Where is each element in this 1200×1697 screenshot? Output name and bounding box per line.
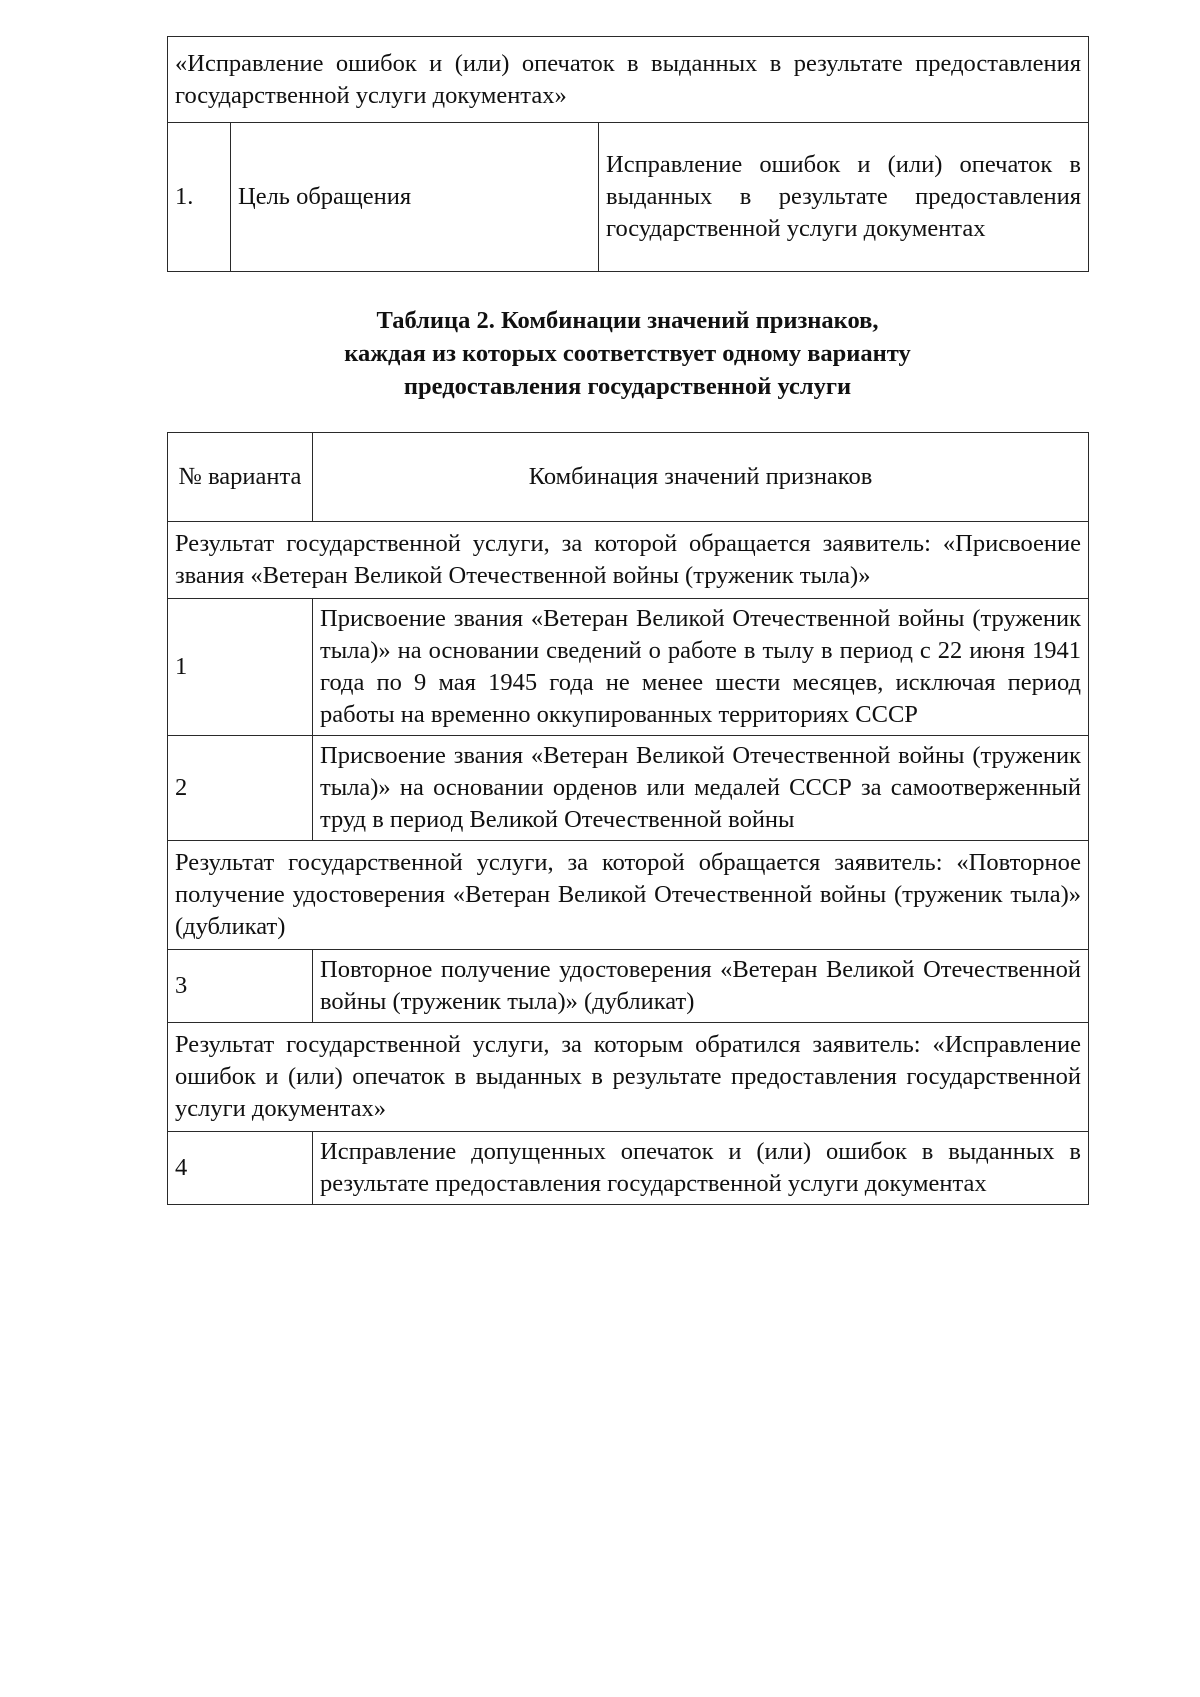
row-number: 1.: [168, 123, 231, 272]
group-row: [168, 841, 1089, 950]
table-row: [168, 599, 1089, 736]
table-caption: [167, 304, 1088, 403]
variant-number: 4: [168, 1132, 313, 1205]
variant-text: Присвоение звания «Ветеран Великой Отечественной войны (труженик тыла)» на основании сведений о работе в тылу в период с 22 июня 1941 года по 9 мая 1945 года не менее шести месяцев, исключая период работы на временно оккупированных территориях СССР: [313, 599, 1089, 736]
variant-text: Исправление допущенных опечаток и (или) ошибок в выданных в результате предоставления государственной услуги документах: [313, 1132, 1089, 1205]
table-row: [168, 37, 1089, 123]
caption-line: каждая из которых соответствует одному варианту: [344, 340, 911, 367]
purpose-table: [167, 36, 1089, 272]
variant-text: Повторное получение удостоверения «Ветеран Великой Отечественной войны (труженик тыла)» (дубликат): [313, 950, 1089, 1023]
table-row: [168, 123, 1089, 272]
caption-line: Таблица 2. Комбинации значений признаков,: [376, 307, 879, 334]
table-header-row: [168, 433, 1089, 522]
group-row: [168, 522, 1089, 599]
table-row: [168, 1132, 1089, 1205]
variants-table: [167, 432, 1089, 1205]
header-variant-number: № варианта: [168, 433, 313, 522]
row-label: Цель обращения: [231, 123, 599, 272]
group-row: [168, 1023, 1089, 1132]
table-span-cell: «Исправление ошибок и (или) опечаток в выданных в результате предоставления государственной услуги документах»: [168, 37, 1089, 123]
group-title: Результат государственной услуги, за которым обратился заявитель: «Исправление ошибок и (или) опечаток в выданных в результате предоставления государственной услуги документах»: [168, 1023, 1089, 1132]
header-combination: Комбинация значений признаков: [313, 433, 1089, 522]
caption-line: предоставления государственной услуги: [403, 373, 852, 400]
row-value: Исправление ошибок и (или) опечаток в выданных в результате предоставления государственной услуги документах: [599, 123, 1089, 272]
variant-number: 3: [168, 950, 313, 1023]
variant-number: 1: [168, 599, 313, 736]
variant-number: 2: [168, 736, 313, 841]
group-title: Результат государственной услуги, за которой обращается заявитель: «Повторное получение удостоверения «Ветеран Великой Отечественной войны (труженик тыла)» (дубликат): [168, 841, 1089, 950]
table-row: [168, 950, 1089, 1023]
variant-text: Присвоение звания «Ветеран Великой Отечественной войны (труженик тыла)» на основании орденов или медалей СССР за самоотверженный труд в период Великой Отечественной войны: [313, 736, 1089, 841]
group-title: Результат государственной услуги, за которой обращается заявитель: «Присвоение звания «Ветеран Великой Отечественной войны (труженик тыла)»: [168, 522, 1089, 599]
table-row: [168, 736, 1089, 841]
